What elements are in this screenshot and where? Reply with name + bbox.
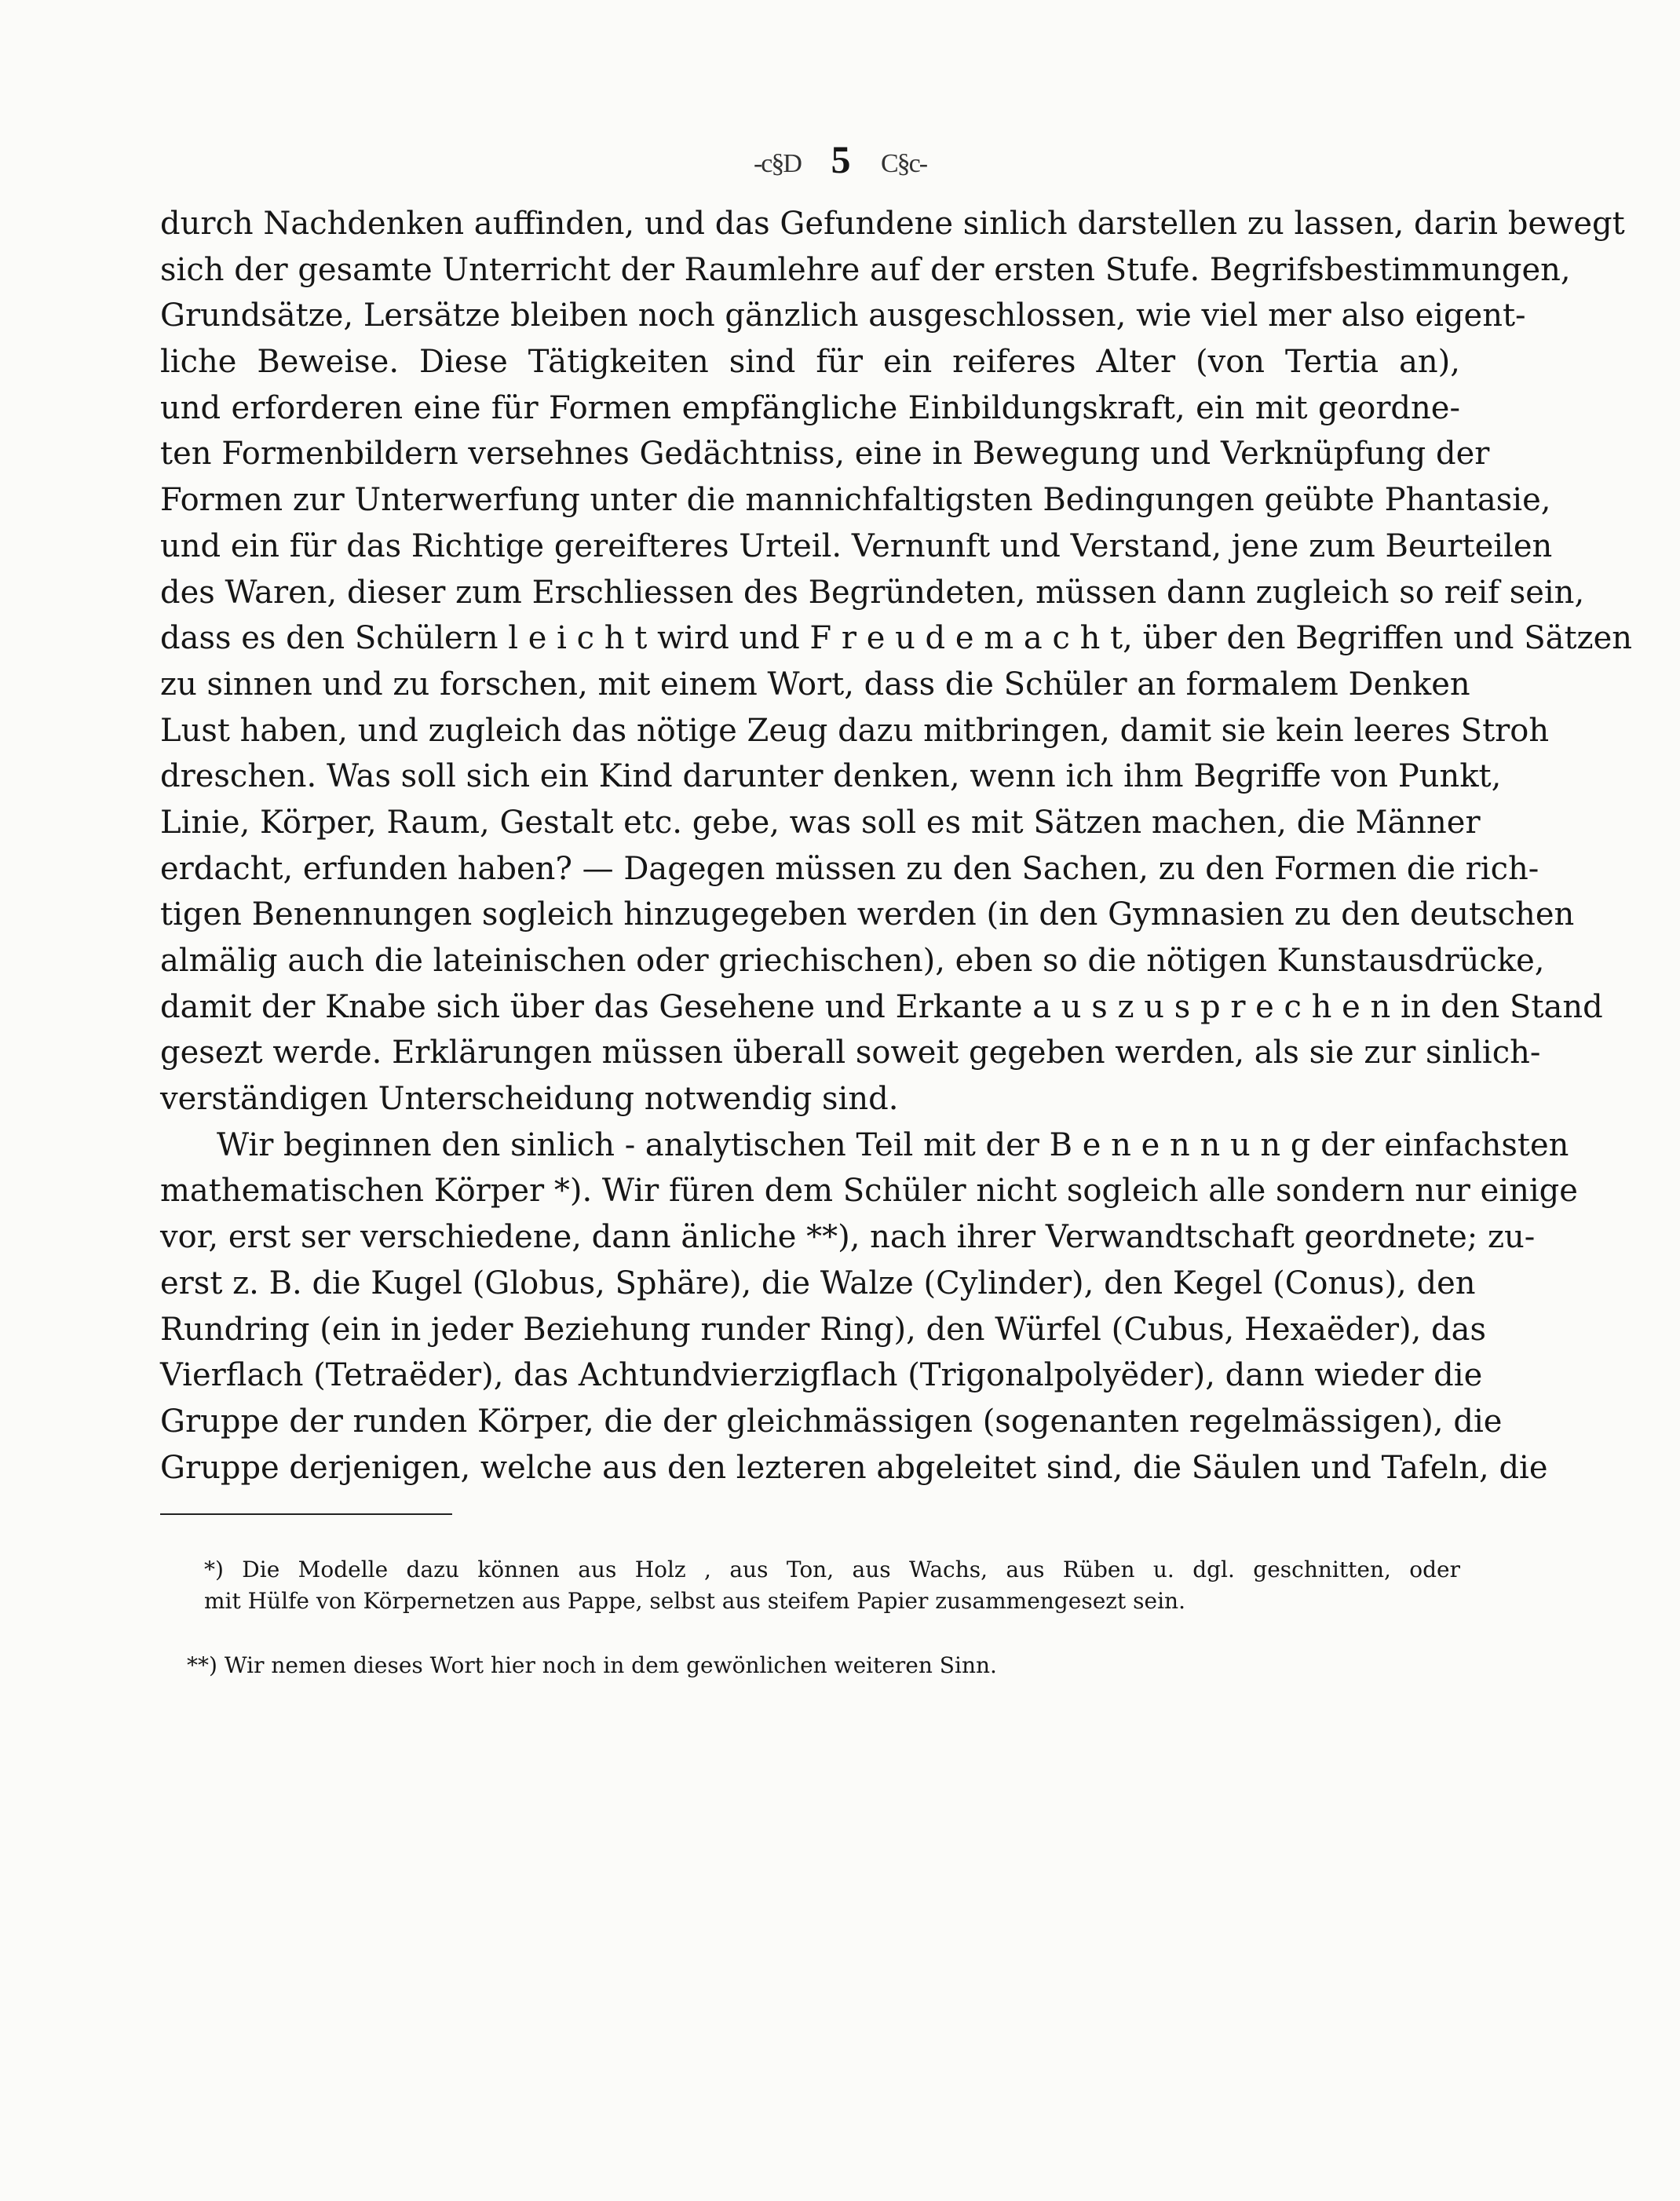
text-line: des Waren, dieser zum Erschliessen des Begründeten, müssen dann zugleich so reif sein, [160,574,1585,611]
text-line: Gruppe derjenigen, welche aus den lezteren abgeleitet sind, die Säulen und Tafeln, die [160,1449,1548,1486]
text-line: Gruppe der runden Körper, die der gleichmässigen (sogenanten regelmässigen), die [160,1403,1503,1440]
text-line: vor, erst ser verschiedene, dann änliche **), nach ihrer Verwandtschaft geordnete; zu- [160,1219,1536,1256]
text-line: Lust haben, und zugleich das nötige Zeug dazu mitbringen, damit sie kein leeres Stroh [160,712,1550,749]
ornament-right-icon: C§c- [880,148,927,178]
text-line: erst z. B. die Kugel (Globus, Sphäre), die Walze (Cylinder), den Kegel (Conus), den [160,1265,1476,1301]
text-line: zu sinnen und zu forschen, mit einem Wort, dass die Schüler an formalem Denken [160,666,1470,703]
text-line: durch Nachdenken auffinden, und das Gefundene sinlich darstellen zu lassen, darin bewegt [160,206,1625,242]
text-line: ten Formenbildern versehnes Gedächtniss, eine in Bewegung und Verknüpfung der [160,436,1490,473]
text-line: liche Beweise. Diese Tätigkeiten sind für ein reiferes Alter (von Tertia an), [160,344,1460,381]
footnote-spacer [160,1617,1460,1650]
text-line: gesezt werde. Erklärungen müssen überall soweit gegeben werden, als sie zur sinlich- [160,1035,1541,1071]
footnote-2: **) Wir nemen dieses Wort hier noch in dem gewönlichen weiteren Sinn. [187,1652,997,1678]
text-line: und erforderen eine für Formen empfängliche Einbildungskraft, ein mit geordne- [160,389,1460,426]
text-line: mathematischen Körper *). Wir füren dem Schüler nicht sogleich alle sondern nur einige [160,1173,1578,1210]
body-text [160,201,1633,1491]
footnote-1-line-1: *) Die Modelle dazu können aus Holz , aus Ton, aus Wachs, aus Rüben u. dgl. geschnitten, oder [204,1557,1460,1582]
text-line: Grundsätze, Lersätze bleiben noch gänzlich ausgeschlossen, wie viel mer also eigent- [160,297,1526,334]
text-line: und ein für das Richtige gereifteres Urteil. Vernunft und Verstand, jene zum Beurteilen [160,527,1553,564]
text-line: dass es den Schülern l e i c h t wird und F r e u d e m a c h t, über den Begriffen und Sätzen [160,620,1633,657]
text-line: verständigen Unterscheidung notwendig sind. [160,1081,899,1118]
footnote-divider [160,1513,452,1515]
page-number: 5 [831,137,851,181]
text-line: Formen zur Unterwerfung unter die mannichfaltigsten Bedingungen geübte Phantasie, [160,482,1551,519]
text-line: tigen Benennungen sogleich hinzugegeben werden (in den Gymnasien zu den deutschen [160,896,1575,933]
text-line: damit der Knabe sich über das Gesehene und Erkante a u s z u s p r e c h e n in den Stand [160,988,1603,1025]
text-line: Rundring (ein in jeder Beziehung runder Ring), den Würfel (Cubus, Hexaëder), das [160,1311,1486,1348]
footnotes [160,1554,1460,1681]
text-line: erdacht, erfunden haben? — Dagegen müssen zu den Sachen, zu den Formen die rich- [160,850,1539,887]
text-line: almälig auch die lateinischen oder griechischen), eben so die nötigen Kunstausdrücke, [160,943,1545,979]
page-header [0,132,1680,192]
text-line: Vierflach (Tetraëder), das Achtundvierzigflach (Trigonalpolyëder), dann wieder die [160,1357,1483,1394]
text-line: dreschen. Was soll sich ein Kind darunter denken, wenn ich ihm Begriffe von Punkt, [160,758,1502,795]
footnote-1-line-2: mit Hülfe von Körpernetzen aus Pappe, selbst aus steifem Papier zusammengesezt sein. [204,1588,1185,1614]
ornament-left-icon: -c§D [753,148,801,178]
text-line: Wir beginnen den sinlich - analytischen Teil mit der B e n e n n u n g der einfachsten [217,1126,1569,1163]
text-line: Linie, Körper, Raum, Gestalt etc. gebe, was soll es mit Sätzen machen, die Männer [160,804,1481,841]
text-line: sich der gesamte Unterricht der Raumlehre auf der ersten Stufe. Begrifsbestimmungen, [160,251,1571,288]
